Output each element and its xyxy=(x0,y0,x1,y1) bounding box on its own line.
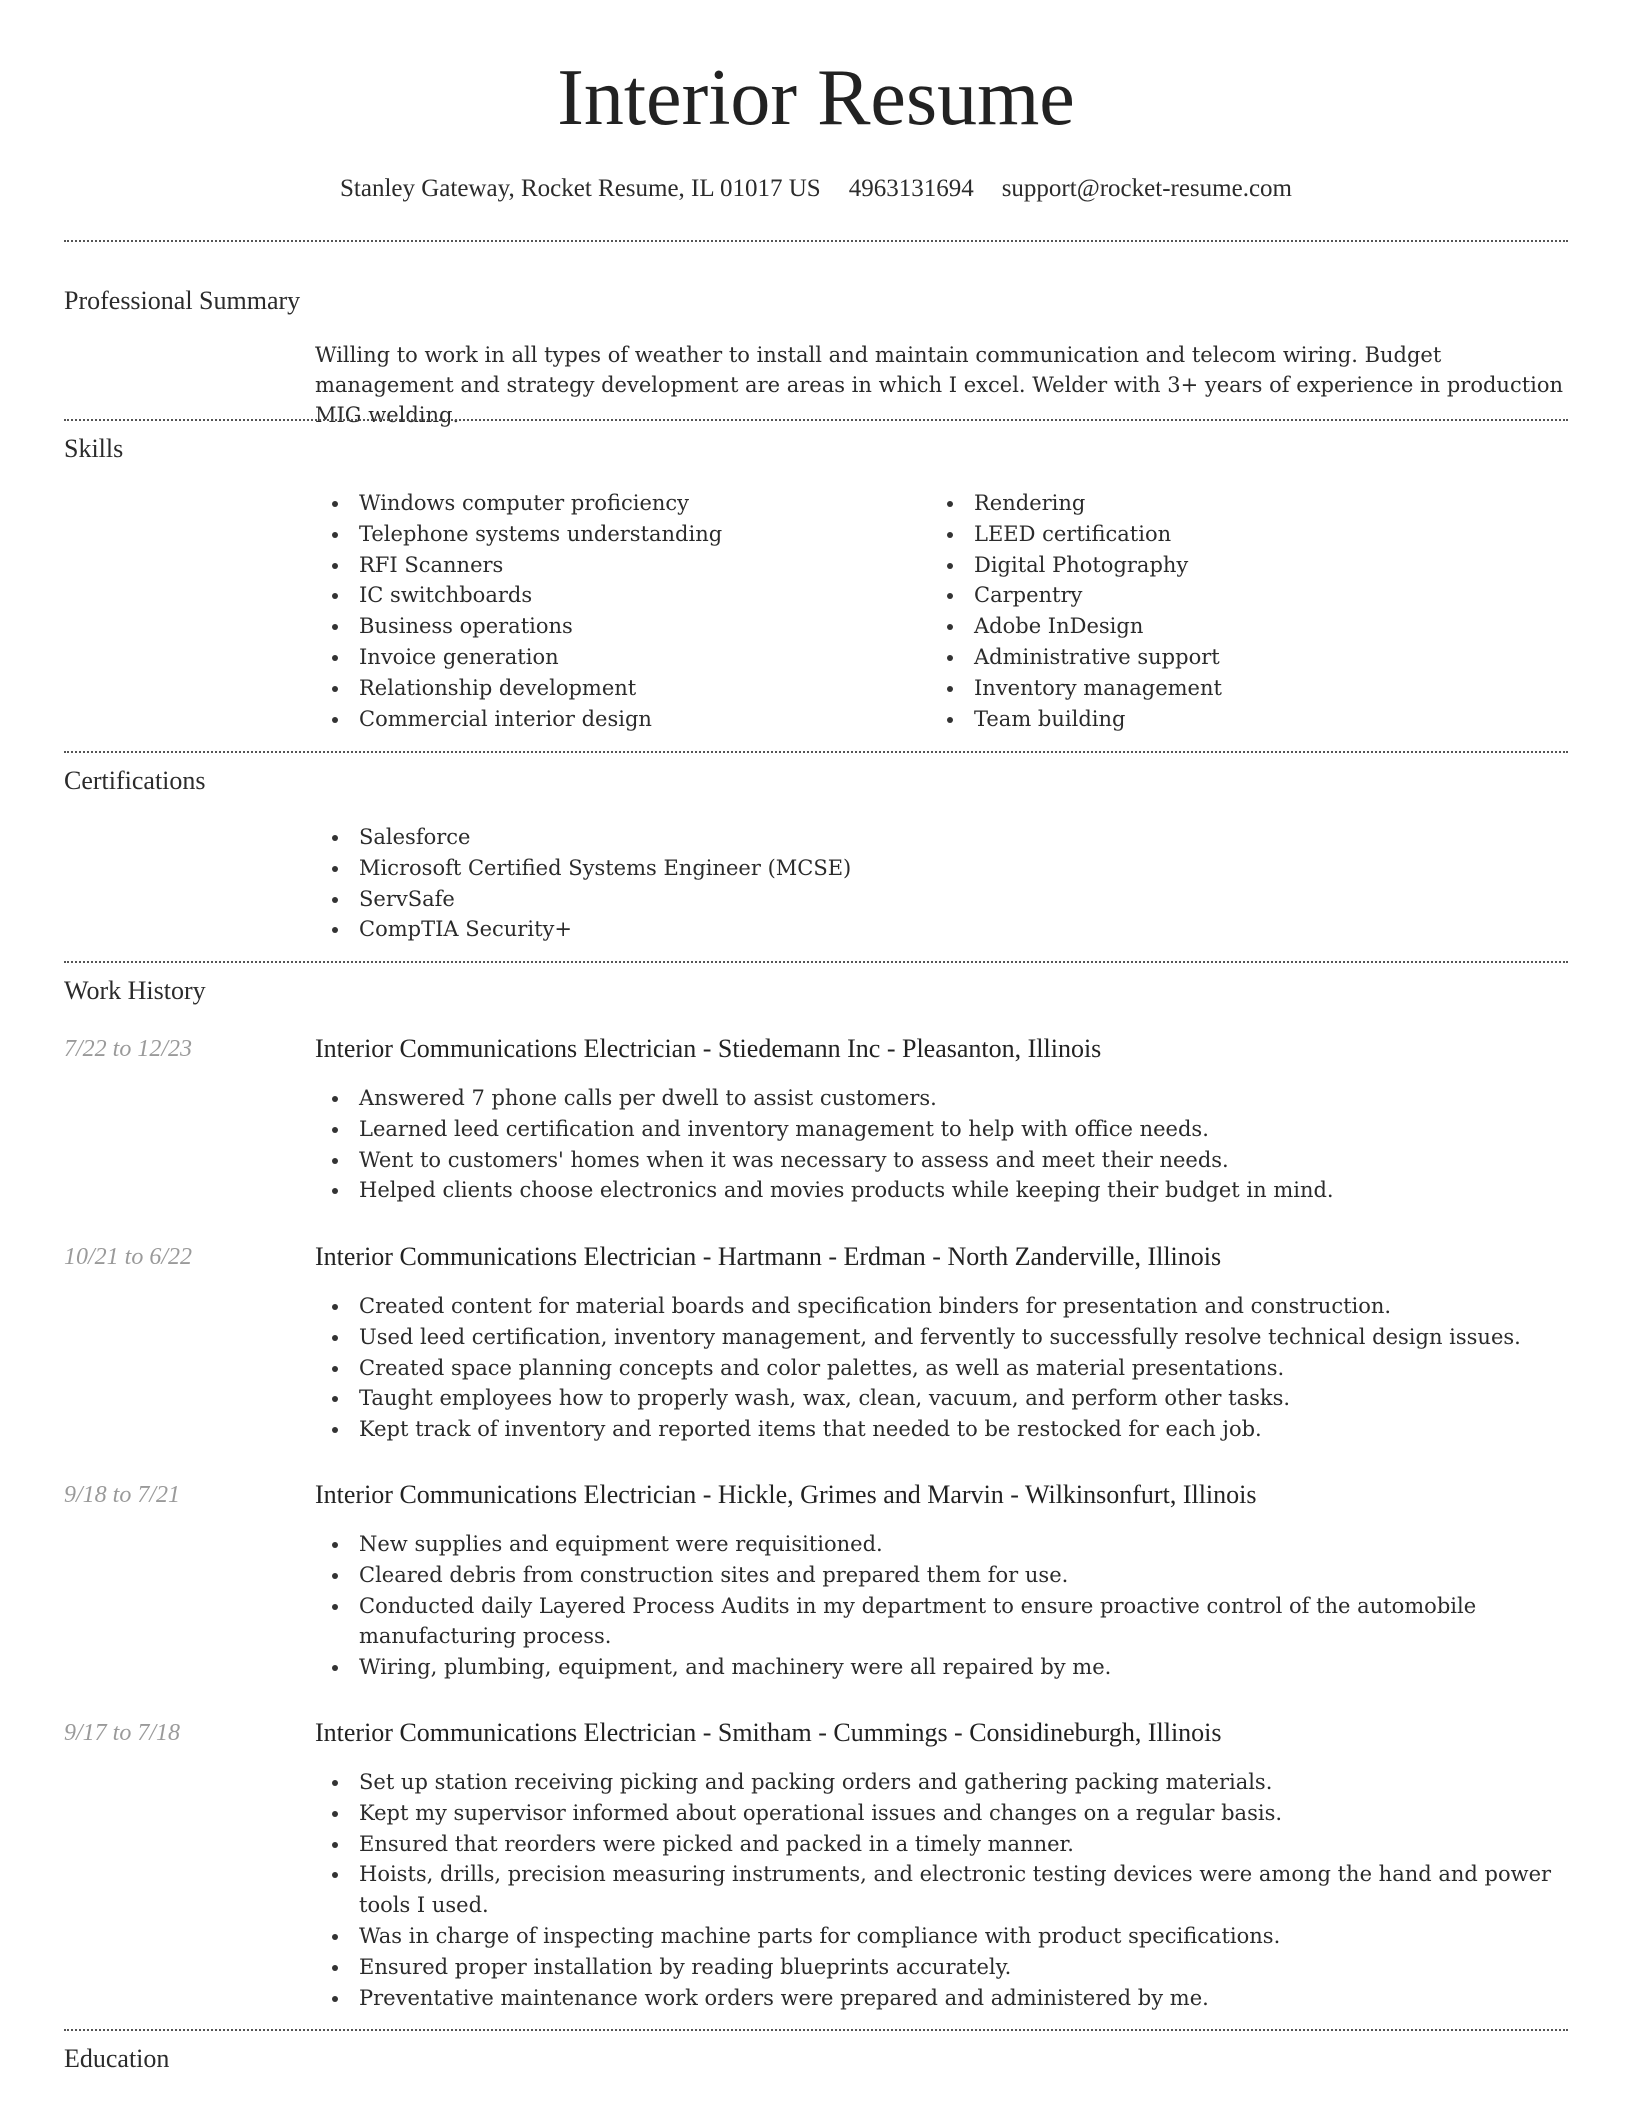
divider xyxy=(64,2029,1568,2031)
certification-item: Microsoft Certified Systems Engineer (MCSE) xyxy=(359,853,1568,884)
job-duty: Created space planning concepts and color palettes, as well as material presentations. xyxy=(359,1353,1568,1384)
job-duty: Helped clients choose electronics and movies products while keeping their budget in mind. xyxy=(359,1175,1568,1206)
skill-item: RFI Scanners xyxy=(359,550,930,581)
contact-address: Stanley Gateway, Rocket Resume, IL 01017 US xyxy=(340,175,821,202)
job-title: Interior Communications Electrician - Smitham - Cummings - Considineburgh, Illinois xyxy=(315,1718,1222,1747)
skill-item: Adobe InDesign xyxy=(974,611,1545,642)
certification-item: ServSafe xyxy=(359,884,1568,915)
job-title: Interior Communications Electrician - Hickle, Grimes and Marvin - Wilkinsonfurt, Illinois xyxy=(315,1480,1257,1509)
divider xyxy=(64,961,1568,963)
skills-list xyxy=(315,488,1568,734)
job-duty: Used leed certification, inventory management, and fervently to successfully resolve technical design issues. xyxy=(359,1322,1568,1353)
divider xyxy=(64,419,1568,421)
job-duty: Set up station receiving picking and packing orders and gathering packing materials. xyxy=(359,1767,1568,1798)
certification-item: CompTIA Security+ xyxy=(359,914,1568,945)
job-title: Interior Communications Electrician - Hartmann - Erdman - North Zanderville, Illinois xyxy=(315,1242,1222,1271)
resume-title: Interior Resume xyxy=(557,54,1075,142)
job-duty: Cleared debris from construction sites and prepared them for use. xyxy=(359,1560,1568,1591)
job-duty: Ensured that reorders were picked and packed in a timely manner. xyxy=(359,1829,1568,1860)
job-duty: Wiring, plumbing, equipment, and machinery were all repaired by me. xyxy=(359,1652,1568,1683)
job-duties xyxy=(315,1291,1568,1445)
divider xyxy=(64,240,1568,242)
skill-item: Administrative support xyxy=(974,642,1545,673)
job-duty: New supplies and equipment were requisitioned. xyxy=(359,1529,1568,1560)
job-dates: 10/21 to 6/22 xyxy=(64,1244,193,1270)
job-dates: 9/18 to 7/21 xyxy=(64,1482,181,1508)
contact-line xyxy=(0,172,1632,206)
work-history-heading: Work History xyxy=(64,976,206,1005)
job-duty: Was in charge of inspecting machine parts for compliance with product specifications. xyxy=(359,1921,1568,1952)
skill-item: IC switchboards xyxy=(359,580,930,611)
summary-text: Willing to work in all types of weather to install and maintain communication and telecom wiring. Budget management and strategy development are areas in which I excel. Welder with 3+ years of experience in production MIG welding. xyxy=(315,343,1564,427)
skill-item: Inventory management xyxy=(974,673,1545,704)
skills-right-column xyxy=(930,488,1545,734)
skill-item: Team building xyxy=(974,704,1545,735)
job-dates: 7/22 to 12/23 xyxy=(64,1036,193,1062)
skill-item: Rendering xyxy=(974,488,1545,519)
certifications-heading: Certifications xyxy=(64,766,206,795)
job-duty: Ensured proper installation by reading blueprints accurately. xyxy=(359,1952,1568,1983)
skills-left-column xyxy=(315,488,930,734)
job-duty: Learned leed certification and inventory management to help with office needs. xyxy=(359,1114,1568,1145)
skill-item: Commercial interior design xyxy=(359,704,930,735)
skill-item: Carpentry xyxy=(974,580,1545,611)
job-duties xyxy=(315,1083,1568,1206)
skills-heading: Skills xyxy=(64,434,124,463)
job-duty: Hoists, drills, precision measuring instruments, and electronic testing devices were among the hand and power tools I used. xyxy=(359,1859,1568,1921)
skill-item: Windows computer proficiency xyxy=(359,488,930,519)
contact-email[interactable]: support@rocket-resume.com xyxy=(1001,175,1292,202)
job-duty: Kept track of inventory and reported items that needed to be restocked for each job. xyxy=(359,1414,1568,1445)
job-duty: Preventative maintenance work orders were prepared and administered by me. xyxy=(359,1983,1568,2014)
job-duties xyxy=(315,1767,1568,2013)
summary-heading: Professional Summary xyxy=(64,286,301,315)
skill-item: Business operations xyxy=(359,611,930,642)
job-duty: Taught employees how to properly wash, wax, clean, vacuum, and perform other tasks. xyxy=(359,1383,1568,1414)
certification-item: Salesforce xyxy=(359,822,1568,853)
skill-item: Digital Photography xyxy=(974,550,1545,581)
job-title: Interior Communications Electrician - Stiedemann Inc - Pleasanton, Illinois xyxy=(315,1034,1102,1063)
education-heading: Education xyxy=(64,2044,170,2073)
divider xyxy=(64,751,1568,753)
job-duty: Conducted daily Layered Process Audits in my department to ensure proactive control of the automobile manufacturing process. xyxy=(359,1591,1568,1653)
skill-item: LEED certification xyxy=(974,519,1545,550)
certifications-list xyxy=(315,822,1568,945)
skill-item: Invoice generation xyxy=(359,642,930,673)
job-dates: 9/17 to 7/18 xyxy=(64,1720,181,1746)
job-duties xyxy=(315,1529,1568,1683)
skill-item: Telephone systems understanding xyxy=(359,519,930,550)
contact-phone: 4963131694 xyxy=(848,175,974,202)
job-duty: Went to customers' homes when it was necessary to assess and meet their needs. xyxy=(359,1145,1568,1176)
job-duty: Created content for material boards and specification binders for presentation and construction. xyxy=(359,1291,1568,1322)
skill-item: Relationship development xyxy=(359,673,930,704)
job-duty: Answered 7 phone calls per dwell to assist customers. xyxy=(359,1083,1568,1114)
job-duty: Kept my supervisor informed about operational issues and changes on a regular basis. xyxy=(359,1798,1568,1829)
